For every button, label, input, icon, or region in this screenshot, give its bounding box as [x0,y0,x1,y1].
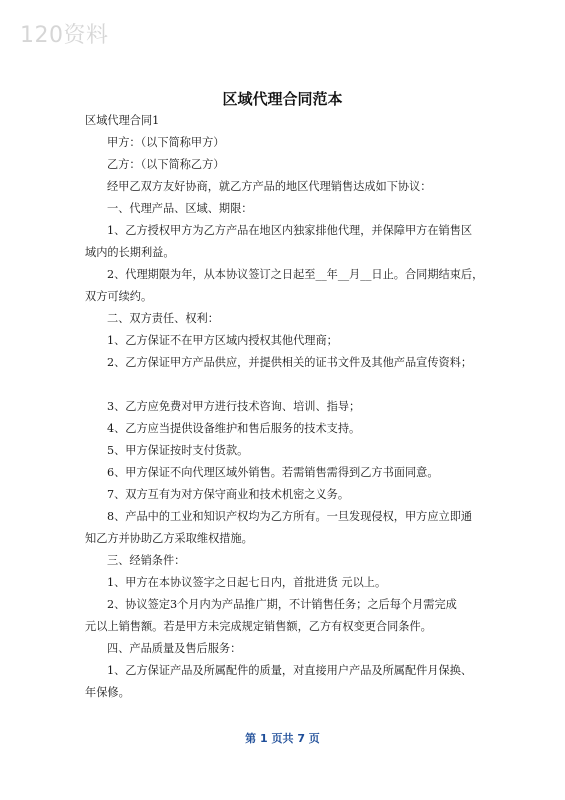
preamble: 经甲乙双方友好协商，就乙方产品的地区代理销售达成如下协议： [107,180,432,193]
clause-line: 元以上销售额。若是甲方未完成规定销售额，乙方有权变更合同条件。 [85,620,432,633]
clause-line: 1、乙方保证产品及所属配件的质量，对直接用户产品及所属配件月保换、 [107,664,473,677]
clause-line: 3、乙方应免费对甲方进行技术咨询、培训、指导； [107,400,361,413]
document-body [85,110,485,704]
party-b-line: 乙方：（以下简称乙方） [107,158,225,171]
clause-line: 2、乙方保证甲方产品供应，并提供相关的证书文件及其他产品宣传资料； [107,356,473,369]
blank-line [85,374,485,396]
document-title: 区域代理合同范本 [222,90,343,108]
clause-line: 2、协议签定3个月内为产品推广期，不计销售任务；之后每个月需完成 [107,598,457,611]
clause-line: 双方可续约。 [85,290,153,303]
clause-line: 1、乙方授权甲方为乙方产品在地区内独家排他代理，并保障甲方在销售区 [107,224,473,237]
page-number: 第 1 页共 7 页 [245,732,320,745]
clause-line: 1、乙方保证不在甲方区域内授权其他代理商； [107,334,338,347]
section-heading: 四、产品质量及售后服务： [107,642,242,655]
clause-line: 2、代理期限为年，从本协议签订之日起至__年__月__日止。合同期结束后， [107,268,484,281]
section-heading: 三、经销条件： [107,554,186,567]
clause-line: 年保修。 [85,686,130,699]
clause-line: 8、产品中的工业和知识产权均为乙方所有。一旦发现侵权，甲方应立即通 [107,510,473,523]
section-heading: 一、代理产品、区域、期限： [107,202,253,215]
section-heading: 二、双方责任、权利： [107,312,219,325]
party-a-line: 甲方：（以下简称甲方） [107,136,225,149]
clause-line: 7、双方互有为对方保守商业和技术机密之义务。 [107,488,350,501]
clause-line: 4、乙方应当提供设备维护和售后服务的技术支持。 [107,422,361,435]
clause-line: 6、甲方保证不向代理区域外销售。若需销售需得到乙方书面同意。 [107,466,439,479]
clause-line: 域内的长期利益。 [85,246,175,259]
clause-line: 知乙方并协助乙方采取维权措施。 [85,532,253,545]
clause-line: 5、甲方保证按时支付货款。 [107,444,249,457]
clause-line: 1、甲方在本协议签字之日起七日内，首批进货 元以上。 [107,576,387,589]
watermark-logo: 120资料 [20,23,109,48]
contract-heading: 区域代理合同1 [85,114,160,127]
